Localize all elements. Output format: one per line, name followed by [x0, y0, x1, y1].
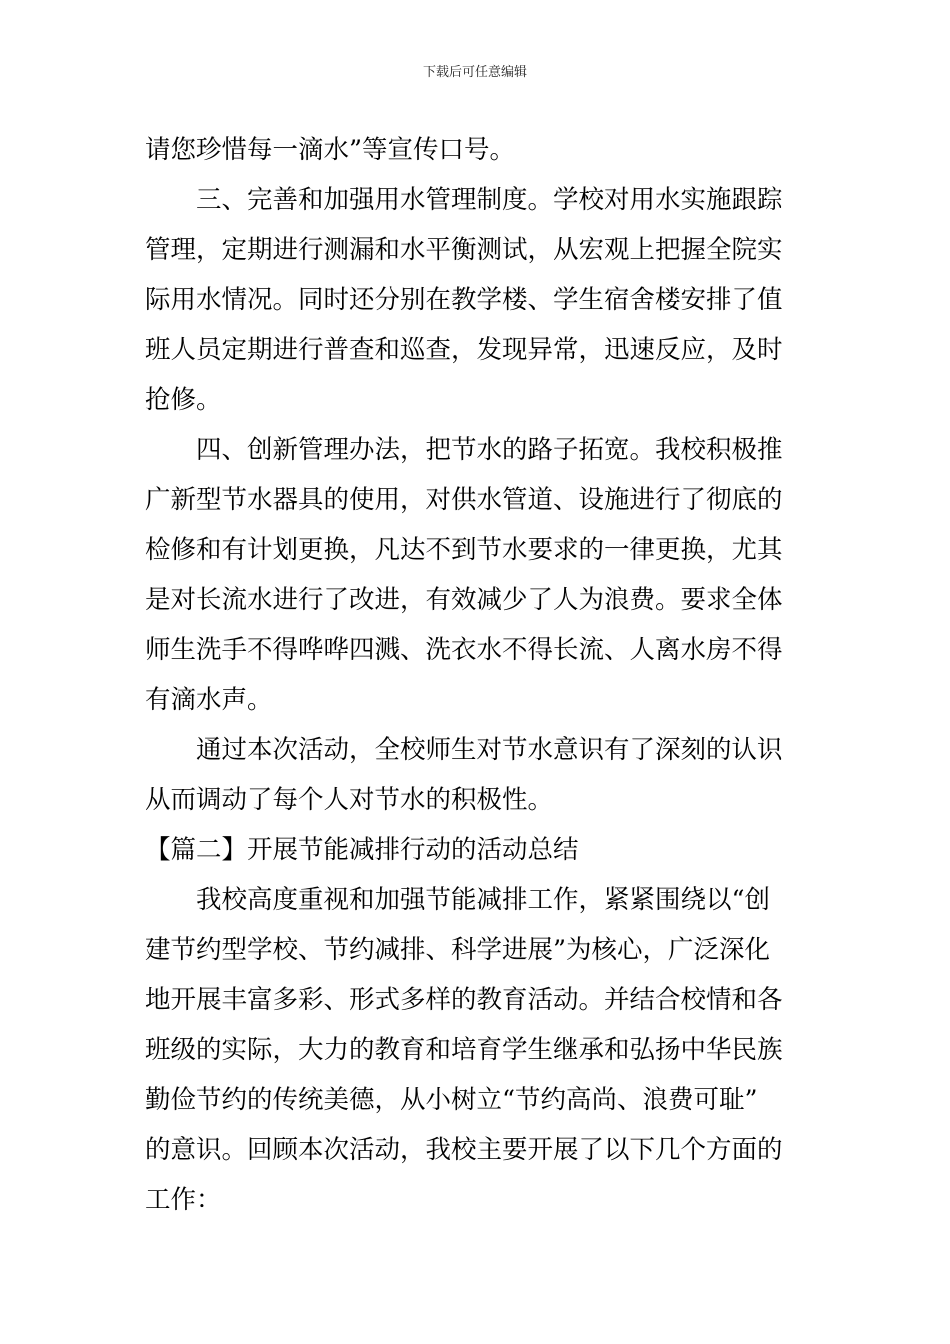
text-line: 的意识。回顾本次活动，我校主要开展了以下几个方面的 [145, 1135, 783, 1165]
text-line: 工作： [145, 1185, 222, 1215]
text-line: 是对长流水进行了改进，有效减少了人为浪费。要求全体 [145, 585, 783, 615]
text-line: 通过本次活动，全校师生对节水意识有了深刻的认识 [196, 735, 783, 765]
text-line: 师生洗手不得哗哗四溅、洗衣水不得长流、人离水房不得 [145, 635, 783, 665]
text-line: 勤俭节约的传统美德，从小树立“节约高尚、浪费可耻” [145, 1085, 758, 1115]
document-body [145, 125, 810, 1225]
text-line: 管理，定期进行测漏和水平衡测试，从宏观上把握全院实 [145, 235, 783, 265]
text-line: 有滴水声。 [145, 685, 273, 715]
text-line: 我校高度重视和加强节能减排工作，紧紧围绕以“创 [196, 885, 771, 915]
text-line: 地开展丰富多彩、形式多样的教育活动。并结合校情和各 [145, 985, 783, 1015]
text-line: 请您珍惜每一滴水”等宣传口号。 [145, 135, 516, 165]
text-line: 班级的实际，大力的教育和培育学生继承和弘扬中华民族 [145, 1035, 783, 1065]
text-line: 班人员定期进行普查和巡查，发现异常，迅速反应，及时 [145, 335, 783, 365]
section-heading: 【篇二】开展节能减排行动的活动总结 [145, 835, 579, 865]
text-line: 四、创新管理办法，把节水的路子拓宽。我校积极推 [196, 435, 783, 465]
page-header: 下载后可任意编辑 [422, 65, 527, 80]
text-line: 检修和有计划更换，凡达不到节水要求的一律更换，尤其 [145, 535, 783, 565]
text-line: 从而调动了每个人对节水的积极性。 [145, 785, 554, 815]
text-line: 三、完善和加强用水管理制度。学校对用水实施跟踪 [196, 185, 783, 215]
text-line: 抢修。 [145, 385, 222, 415]
text-line: 广新型节水器具的使用，对供水管道、设施进行了彻底的 [145, 485, 783, 515]
text-line: 建节约型学校、节约减排、科学进展”为核心，广泛深化 [145, 935, 771, 965]
text-line: 际用水情况。同时还分别在教学楼、学生宿舍楼安排了值 [145, 285, 783, 315]
